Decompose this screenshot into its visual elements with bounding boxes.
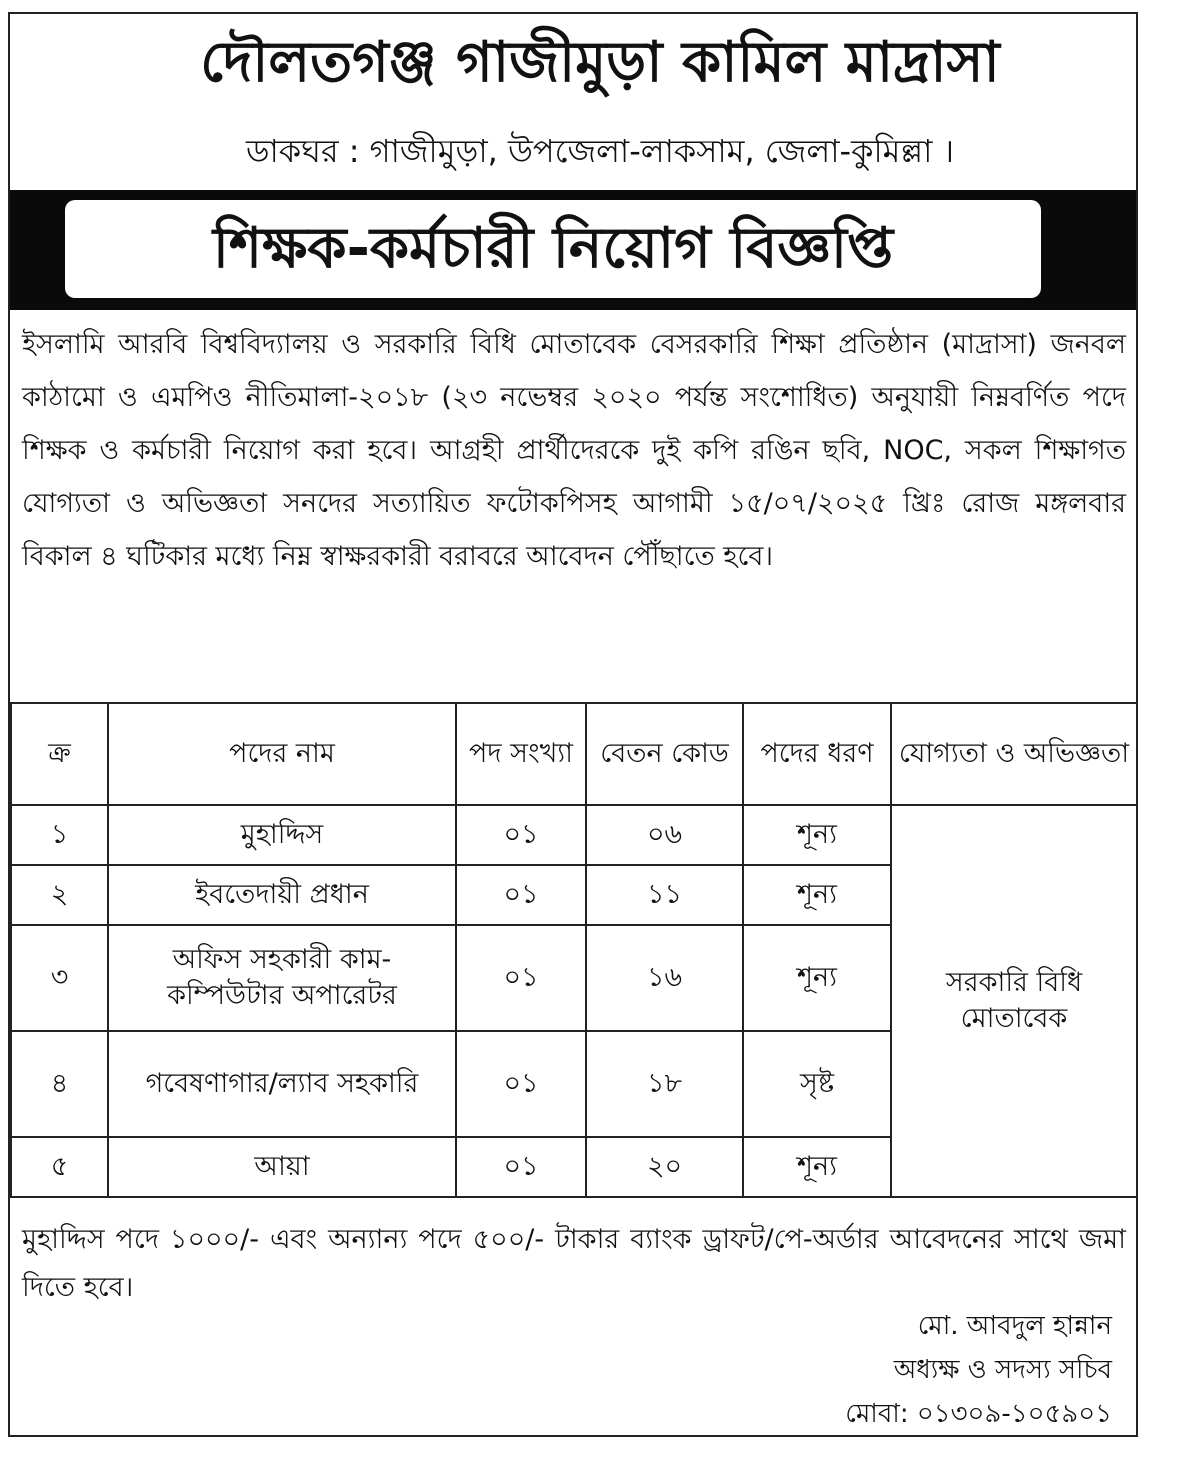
- cell-serial: ২: [11, 865, 108, 925]
- cell-post-name: ইবতেদায়ী প্রধান: [108, 865, 456, 925]
- cell-post-name: গবেষণাগার/ল্যাব সহকারি: [108, 1031, 456, 1137]
- cell-post-name: অফিস সহকারী কাম-কম্পিউটার অপারেটর: [108, 925, 456, 1031]
- cell-serial: ৫: [11, 1137, 108, 1197]
- cell-post-type: শূন্য: [743, 925, 891, 1031]
- cell-post-type: শূন্য: [743, 805, 891, 865]
- table-row: [11, 805, 1137, 865]
- institution-address: ডাকঘর : গাজীমুড়া, উপজেলা-লাকসাম, জেলা-কুমিল্লা ।: [245, 132, 955, 170]
- cell-post-name: মুহাদ্দিস: [108, 805, 456, 865]
- header-pay-code: বেতন কোড: [586, 703, 743, 805]
- cell-serial: ৪: [11, 1031, 108, 1137]
- signatory-name: মো. আবদুল হান্নান: [917, 1311, 1112, 1341]
- institution-name: দৌলতগঞ্জ গাজীমুড়া কামিল মাদ্রাসা: [200, 30, 1000, 95]
- cell-post-count: ০১: [456, 1137, 586, 1197]
- cell-pay-code: ১১: [586, 865, 743, 925]
- cell-post-count: ০১: [456, 925, 586, 1031]
- cell-post-count: ০১: [456, 805, 586, 865]
- signatory-mobile: মোবা: ০১৩০৯-১০৫৯০১: [845, 1399, 1112, 1429]
- cell-post-type: শূন্য: [743, 865, 891, 925]
- notice-body: ইসলামি আরবি বিশ্ববিদ্যালয় ও সরকারি বিধি মোতাবেক বেসরকারি শিক্ষা প্রতিষ্ঠান (মাদ্রাসা) জনবল কাঠামো ও এমপিও নীতিমালা-২০১৮ (২৩ নভেম্বর ২০২০ পর্যন্ত সংশোধিত) অনুযায়ী নিম্নবর্ণিত পদে শিক্ষক ও কর্মচারী নিয়োগ করা হবে। আগ্রহী প্রার্থীদেরকে দুই কপি রঙিন ছবি, NOC, সকল শিক্ষাগত যোগ্যতা ও অভিজ্ঞতা সনদের সত্যায়িত ফটোকপিসহ আগামী ১৫/০৭/২০২৫ খ্রিঃ রোজ মঙ্গলবার বিকাল ৪ ঘটিকার মধ্যে নিম্ন স্বাক্ষরকারী বরাবরে আবেদন পৌঁছাতে হবে।: [22, 329, 1126, 572]
- fee-note: মুহাদ্দিস পদে ১০০০/- এবং অন্যান্য পদে ৫০০/- টাকার ব্যাংক ড্রাফট/পে-অর্ডার আবেদনের সাথে জমা দিতে হবে।: [22, 1224, 1126, 1303]
- posts-table: [10, 702, 1138, 1198]
- title-banner: [10, 190, 1136, 310]
- cell-pay-code: ০৬: [586, 805, 743, 865]
- header-serial: ক্র: [11, 703, 108, 805]
- cell-post-type: শূন্য: [743, 1137, 891, 1197]
- signatory-designation: অধ্যক্ষ ও সদস্য সচিব: [893, 1355, 1112, 1385]
- cell-serial: ৩: [11, 925, 108, 1031]
- cell-pay-code: ১৮: [586, 1031, 743, 1137]
- cell-qualification: সরকারি বিধি মোতাবেক: [891, 805, 1137, 1197]
- notice-title: শিক্ষক-কর্মচারী নিয়োগ বিজ্ঞপ্তি: [65, 200, 1041, 298]
- header-post-type: পদের ধরণ: [743, 703, 891, 805]
- header-post-count: পদ সংখ্যা: [456, 703, 586, 805]
- cell-pay-code: ২০: [586, 1137, 743, 1197]
- cell-post-count: ০১: [456, 1031, 586, 1137]
- cell-post-name: আয়া: [108, 1137, 456, 1197]
- cell-pay-code: ১৬: [586, 925, 743, 1031]
- cell-post-type: সৃষ্ট: [743, 1031, 891, 1137]
- header-post-name: পদের নাম: [108, 703, 456, 805]
- table-header-row: [11, 703, 1137, 805]
- signature-block: [845, 1304, 1112, 1436]
- cell-serial: ১: [11, 805, 108, 865]
- header-qualification: যোগ্যতা ও অভিজ্ঞতা: [891, 703, 1137, 805]
- cell-post-count: ০১: [456, 865, 586, 925]
